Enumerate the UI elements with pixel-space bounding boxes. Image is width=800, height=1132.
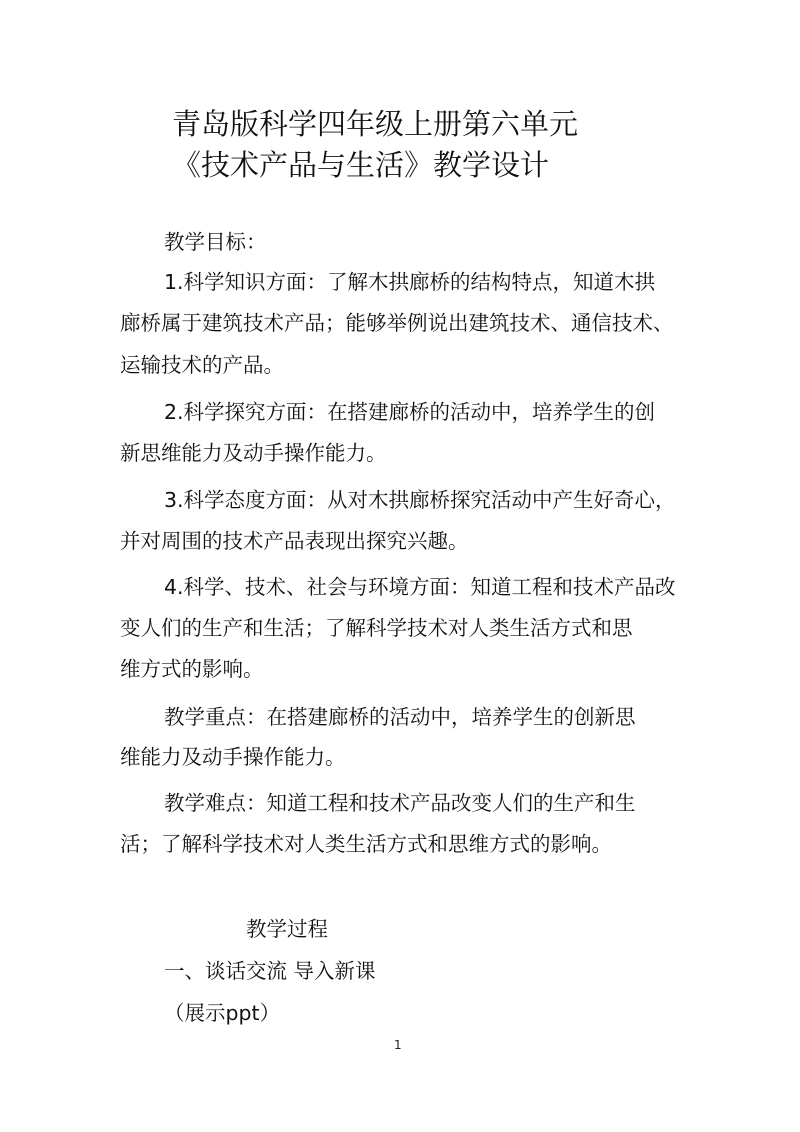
paragraph-line: 廊桥属于建筑技术产品；能够举例说出建筑技术、通信技术、 bbox=[120, 311, 674, 335]
paragraph-line: 教学难点：知道工程和技术产品改变人们的生产和生 bbox=[164, 791, 636, 815]
paragraph-line: 新思维能力及动手操作能力。 bbox=[120, 441, 387, 465]
paragraph-line: 并对周围的技术产品表现出探究兴趣。 bbox=[120, 529, 469, 553]
paragraph-line: （展示ppt） bbox=[164, 1001, 281, 1025]
paragraph-line: 维方式的影响。 bbox=[120, 657, 264, 681]
paragraph-line: 维能力及动手操作能力。 bbox=[120, 745, 346, 769]
paragraph-line: 1.科学知识方面：了解木拱廊桥的结构特点，知道木拱 bbox=[164, 270, 656, 294]
paragraph-line: 4.科学、技术、社会与环境方面：知道工程和技术产品改 bbox=[164, 575, 676, 599]
document-title-line-1: 青岛版科学四年级上册第六单元 bbox=[172, 107, 579, 141]
paragraph-line: 教学重点：在搭建廊桥的活动中，培养学生的创新思 bbox=[164, 705, 636, 729]
document-title-line-2: 《技术产品与生活》教学设计 bbox=[172, 148, 550, 182]
section-heading-process: 教学过程 bbox=[246, 917, 328, 941]
paragraph-line: 运输技术的产品。 bbox=[120, 353, 284, 377]
paragraph-line: 2.科学探究方面：在搭建廊桥的活动中，培养学生的创 bbox=[164, 400, 656, 424]
section-heading-step-one: 一、谈话交流 导入新课 bbox=[164, 959, 376, 983]
paragraph-line: 3.科学态度方面：从对木拱廊桥探究活动中产生好奇心， bbox=[164, 488, 676, 512]
paragraph-line: 变人们的生产和生活；了解科学技术对人类生活方式和思 bbox=[120, 616, 633, 640]
section-heading-objectives: 教学目标： bbox=[164, 230, 267, 254]
paragraph-line: 活；了解科学技术对人类生活方式和思维方式的影响。 bbox=[120, 832, 612, 856]
page-number: 1 bbox=[394, 1038, 402, 1052]
